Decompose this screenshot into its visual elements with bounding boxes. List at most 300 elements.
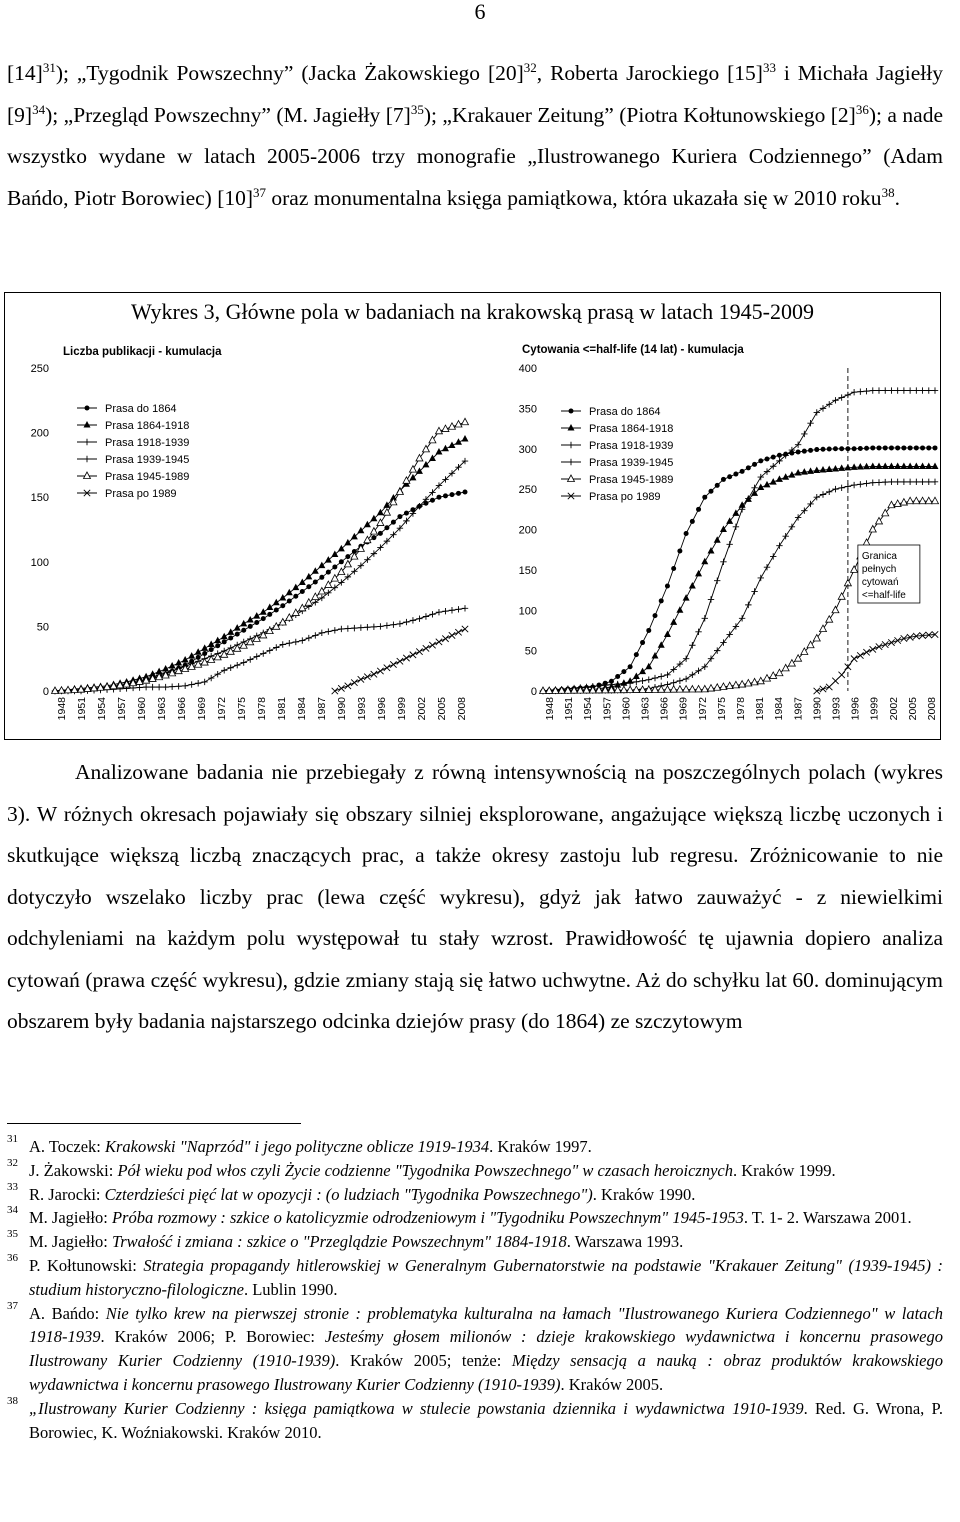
footnote-number: 38 [7, 1394, 18, 1407]
series-line [817, 635, 935, 692]
chart-panel-2 [519, 344, 939, 720]
marker-triangle [894, 463, 901, 470]
marker-plus [149, 684, 155, 690]
legend-label: Prasa 1945-1989 [105, 471, 190, 483]
marker-plus [857, 388, 863, 394]
charts-svg [5, 293, 940, 739]
footnote-title: Między sensacją a nauką : obraz produktów krakowskiego wydawnictwa i koncernu prasowego Ilustrowany Kurier Codzienny (1910-1939) [29, 1351, 943, 1394]
x-tick-label: 1984 [773, 697, 786, 721]
marker-x [870, 646, 876, 652]
intro-paragraph [7, 53, 943, 219]
marker-triangle [305, 573, 312, 580]
marker-triangle [338, 545, 345, 552]
marker-plus [455, 606, 461, 612]
marker-triangle-open [664, 686, 671, 693]
marker-circle [261, 616, 266, 621]
marker-circle [391, 520, 396, 525]
intro-footnote-ref: 33 [762, 59, 776, 75]
x-tick-label: 1972 [696, 697, 709, 721]
marker-plus [449, 607, 455, 613]
marker-cross [683, 676, 689, 682]
marker-circle [274, 608, 279, 613]
marker-triangle [227, 628, 234, 635]
marker-triangle [351, 533, 358, 540]
marker-triangle [869, 463, 876, 470]
footnote-text: M. Jagiełło: [29, 1232, 112, 1252]
marker-circle [677, 549, 682, 554]
marker-cross [907, 479, 913, 485]
marker-cross [838, 485, 844, 491]
x-tick-label: 2002 [887, 697, 900, 721]
y-tick-label: 150 [30, 492, 49, 505]
marker-circle [319, 575, 324, 580]
footnote-rule [7, 1123, 301, 1124]
x-tick-label: 1984 [296, 697, 308, 721]
marker-circle [696, 507, 701, 512]
marker-triangle [214, 637, 221, 644]
marker-triangle [795, 469, 802, 476]
marker-triangle [325, 556, 332, 563]
footnote-text: . T. 1- 2. Warszawa 2001. [743, 1208, 912, 1228]
marker-x [814, 688, 820, 694]
marker-circle [771, 455, 776, 460]
marker-triangle-open [403, 477, 410, 484]
marker-triangle [286, 589, 293, 596]
footnote-title: Pół wieku pod włos czyli Życie codzienne "Tygodnika Powszechnego" w czasach heroicznych [117, 1160, 733, 1180]
marker-plus [286, 640, 292, 646]
marker-x [358, 676, 364, 682]
marker-triangle [832, 465, 839, 472]
marker-triangle [318, 562, 325, 569]
chart-title: Liczba publikacji - kumulacja [63, 346, 222, 358]
marker-x [429, 642, 435, 648]
marker-triangle [639, 668, 646, 675]
footnote-36 [7, 1251, 943, 1302]
marker-plus [169, 683, 175, 689]
chart-panel-1 [31, 346, 469, 720]
marker-triangle [708, 547, 715, 554]
x-tick-label: 1981 [276, 697, 288, 721]
intro-text: oraz monumentalna księga pamiątkowa, która ukazała się w 2010 roku [266, 185, 882, 210]
marker-plus [442, 608, 448, 614]
marker-plus [208, 675, 214, 681]
marker-x [423, 645, 429, 651]
x-tick-label: 1972 [216, 697, 228, 721]
marker-triangle [925, 463, 932, 470]
y-tick-label: 250 [30, 363, 49, 375]
marker-circle [339, 559, 344, 564]
marker-triangle [670, 618, 677, 625]
marker-circle [436, 495, 441, 500]
intro-text: ); a nade wszystko wydane w latach 2005-2006 trzy monografie „Ilustrowanego Kuriera Codziennego” (Adam Bańdo, Piotr Borowiec) [10] [7, 102, 943, 210]
marker-circle [280, 603, 285, 608]
marker-triangle-open [409, 466, 416, 473]
marker-plus [633, 679, 639, 685]
marker-cross [913, 479, 919, 485]
footnote-34 [7, 1206, 943, 1230]
y-tick-label: 100 [30, 556, 49, 569]
marker-cross [312, 599, 318, 605]
intro-text: ); „Krakauer Zeitung” (Piotra Kołtunowskiego [2] [423, 102, 856, 127]
marker-cross [745, 602, 751, 608]
marker-circle [740, 469, 745, 474]
marker-triangle-open [292, 609, 299, 616]
marker-circle [235, 632, 240, 637]
marker-circle [254, 620, 259, 625]
x-tick-label: 2008 [456, 697, 468, 721]
y-tick-label: 150 [518, 564, 537, 577]
marker-circle [777, 453, 782, 458]
footnote-number: 31 [7, 1133, 18, 1145]
marker-plus [751, 485, 757, 491]
marker-plus [299, 637, 305, 643]
marker-plus [568, 459, 574, 465]
marker-circle [802, 449, 807, 454]
y-tick-label: 0 [530, 686, 537, 698]
footnote-31 [7, 1135, 943, 1159]
marker-triangle [240, 620, 247, 627]
marker-circle [752, 462, 757, 467]
marker-circle [908, 445, 913, 450]
marker-plus [364, 624, 370, 630]
x-tick-label: 1981 [754, 697, 767, 721]
marker-triangle [279, 594, 286, 601]
x-tick-label: 1990 [811, 697, 824, 721]
marker-circle [621, 669, 626, 674]
series-line [543, 391, 935, 691]
legend-label: Prasa 1939-1945 [589, 457, 674, 469]
chart-title: Cytowania <=half-life (14 lat) - kumulacja [522, 344, 744, 356]
marker-plus [901, 387, 907, 393]
marker-x [390, 661, 396, 667]
marker-plus [714, 577, 720, 583]
marker-circle [569, 409, 574, 414]
marker-triangle-open [676, 686, 683, 693]
marker-triangle-open [832, 606, 839, 613]
marker-x [826, 684, 832, 690]
marker-triangle [568, 424, 575, 431]
marker-triangle-open [305, 599, 312, 606]
marker-triangle [695, 570, 702, 577]
x-tick-label: 1963 [639, 697, 652, 721]
marker-plus [888, 387, 894, 393]
x-tick-label: 1957 [601, 697, 614, 721]
marker-circle [926, 445, 931, 450]
marker-cross [84, 439, 90, 445]
marker-cross [901, 479, 907, 485]
marker-triangle [652, 652, 659, 659]
marker-plus [306, 635, 312, 641]
footnote-text: A. Bańdo: [29, 1303, 106, 1323]
marker-x [364, 674, 370, 680]
marker-circle [684, 531, 689, 536]
marker-plus [188, 681, 194, 687]
marker-circle [228, 636, 233, 641]
x-tick-label: 1996 [849, 697, 862, 721]
marker-circle [852, 446, 857, 451]
marker-triangle-open [312, 593, 319, 600]
marker-plus [436, 609, 442, 615]
marker-plus [926, 387, 932, 393]
marker-circle [746, 465, 751, 470]
marker-cross [764, 564, 770, 570]
x-tick-label: 1948 [544, 697, 556, 721]
marker-triangle-open [462, 418, 469, 425]
marker-plus [708, 596, 714, 602]
marker-triangle [331, 550, 338, 557]
marker-plus [325, 628, 331, 634]
marker-circle [839, 446, 844, 451]
footnote-33 [7, 1180, 943, 1207]
series-prasa-do-1864 [53, 490, 468, 694]
footnote-text: . Kraków 1990. [592, 1184, 696, 1204]
marker-plus [689, 642, 695, 648]
marker-triangle [857, 463, 864, 470]
marker-circle [634, 652, 639, 657]
footnote-text: P. Kołtunowski: [29, 1255, 144, 1275]
marker-triangle-open [695, 685, 702, 692]
y-tick-label: 400 [518, 363, 537, 375]
marker-plus [319, 630, 325, 636]
marker-plus [423, 613, 429, 619]
marker-plus [397, 621, 403, 627]
marker-cross [758, 575, 764, 581]
x-tick-label: 1963 [156, 697, 168, 721]
x-tick-label: 1957 [116, 697, 128, 721]
marker-x [851, 656, 857, 662]
marker-circle [463, 490, 468, 495]
marker-circle [241, 628, 246, 633]
marker-plus [201, 679, 207, 685]
marker-x [436, 639, 442, 645]
marker-cross [932, 479, 938, 485]
marker-circle [715, 483, 720, 488]
x-tick-label: 1999 [868, 697, 881, 721]
marker-plus [820, 405, 826, 411]
intro-footnote-ref: 32 [523, 59, 537, 75]
marker-circle [300, 589, 305, 594]
legend-label: Prasa po 1989 [589, 491, 661, 503]
marker-plus [702, 615, 708, 621]
marker-triangle [801, 468, 808, 475]
x-tick-label: 1969 [677, 697, 690, 721]
marker-plus [814, 409, 820, 415]
marker-circle [808, 448, 813, 453]
footnote-text: . Red. G. Wrona, P. Borowiec, K. Woźniakowski. Kraków 2010. [29, 1398, 943, 1442]
x-tick-label: 2005 [906, 697, 919, 721]
footnote-text: . Kraków 2005; tenże: [335, 1351, 512, 1371]
x-tick-label: 1978 [256, 697, 268, 721]
marker-circle [721, 477, 726, 482]
marker-triangle [900, 463, 907, 470]
marker-triangle [863, 463, 870, 470]
marker-circle [870, 445, 875, 450]
marker-triangle [913, 463, 920, 470]
marker-x [832, 678, 838, 684]
footnote-text: . Kraków 2006; P. Borowiec: [100, 1327, 325, 1347]
marker-triangle [689, 582, 696, 589]
marker-circle [215, 643, 220, 648]
x-tick-label: 1954 [96, 697, 108, 721]
marker-cross [863, 480, 869, 486]
legend-label: Prasa 1945-1989 [589, 474, 674, 486]
footnote-text: J. Żakowski: [29, 1160, 118, 1180]
marker-x [338, 685, 344, 691]
x-tick-label: 1993 [356, 697, 368, 721]
marker-x [888, 639, 894, 645]
x-tick-label: 1951 [76, 697, 88, 721]
marker-circle [765, 456, 770, 461]
legend-label: Prasa 1864-1918 [589, 423, 674, 435]
marker-x [820, 686, 826, 692]
marker-circle [920, 445, 925, 450]
marker-triangle [292, 584, 299, 591]
intro-text: [14] [7, 61, 43, 85]
marker-triangle [195, 648, 202, 655]
marker-triangle [683, 594, 690, 601]
footnote-title: Trwałość i zmiana : szkice o "Przeglądzie Powszechnym" 1884-1918 [111, 1232, 567, 1252]
marker-triangle-open [838, 593, 845, 600]
marker-triangle [364, 521, 371, 528]
marker-plus [228, 665, 234, 671]
marker-plus [801, 431, 807, 437]
marker-plus [410, 617, 416, 623]
x-tick-label: 1987 [792, 697, 805, 721]
x-tick-label: 1960 [136, 697, 148, 721]
footnote-number: 35 [7, 1228, 18, 1241]
x-tick-label: 2008 [926, 697, 938, 721]
y-tick-label: 100 [518, 605, 537, 618]
footnote-title: Nie tylko krew na pierwszej stronie : problematyka kulturalna na łamach "Ilustrowanego Kuriera Codziennego" w latach 1918-1939 [29, 1303, 943, 1347]
marker-plus [646, 676, 652, 682]
marker-triangle [882, 463, 889, 470]
marker-plus [293, 639, 299, 645]
marker-circle [209, 647, 214, 652]
marker-circle [628, 664, 633, 669]
marker-circle [702, 495, 707, 500]
marker-triangle [658, 641, 665, 648]
marker-circle [727, 474, 732, 479]
marker-x [371, 671, 377, 677]
footnote-title: Strategia propagandy hitlerowskiej w Generalnym Gubernatorstwie na podstawie "Krakauer Zeitung" (1939-1945) : studium historyczno-filologiczne [29, 1255, 943, 1299]
marker-plus [221, 667, 227, 673]
footnote-title: Próba rozmowy : szkice o katolicyzmie odrodzeniowym i "Tygodniku Powszechnym" 1945-1953 [111, 1208, 744, 1228]
marker-circle [933, 445, 938, 450]
marker-triangle-open [627, 686, 634, 693]
marker-triangle [312, 567, 319, 574]
marker-circle [646, 628, 651, 633]
marker-triangle-open [568, 475, 575, 482]
marker-cross [851, 482, 857, 488]
marker-x [345, 683, 351, 689]
marker-cross [689, 672, 695, 678]
marker-cross [826, 489, 832, 495]
x-tick-label: 1969 [196, 697, 208, 721]
chart-legend [77, 403, 189, 500]
marker-plus [851, 389, 857, 395]
page-number: 6 [474, 0, 486, 24]
marker-triangle [260, 608, 267, 615]
marker-x [863, 649, 869, 655]
footnote-number: 32 [7, 1156, 18, 1169]
marker-plus [156, 684, 162, 690]
marker-circle [671, 566, 676, 571]
marker-cross [832, 486, 838, 492]
marker-x [449, 632, 455, 638]
series-prasa-po-1989 [814, 631, 939, 694]
marker-plus [919, 387, 925, 393]
footnote-text: . Kraków 2005. [560, 1374, 664, 1394]
marker-circle [889, 445, 894, 450]
marker-x [838, 672, 844, 678]
marker-circle [796, 449, 801, 454]
marker-plus [84, 456, 90, 462]
marker-circle [877, 445, 882, 450]
legend-label: Prasa 1864-1918 [105, 420, 190, 432]
marker-plus [214, 671, 220, 677]
marker-circle [404, 511, 409, 516]
footnote-32 [7, 1156, 943, 1183]
marker-cross [782, 533, 788, 539]
marker-triangle [807, 467, 814, 474]
marker-x [351, 679, 357, 685]
marker-triangle-open [683, 686, 690, 693]
marker-triangle [188, 652, 195, 659]
marker-triangle-open [299, 604, 306, 611]
marker-x [410, 652, 416, 658]
marker-triangle [201, 644, 208, 651]
marker-plus [234, 662, 240, 668]
marker-triangle [676, 606, 683, 613]
marker-circle [332, 564, 337, 569]
intro-footnote-ref: 36 [855, 101, 869, 117]
legend-label: Prasa 1918-1939 [105, 437, 190, 449]
footnote-title: Jesteśmy głosem milionów : dzieje krakowskiego wydawnictwa i koncernu prasowego Ilustrowany Kurier Codzienny (1910-1939) [29, 1327, 943, 1371]
intro-footnote-ref: 37 [253, 184, 267, 200]
marker-triangle [462, 435, 469, 442]
marker-plus [273, 644, 279, 650]
x-tick-label: 1966 [176, 697, 188, 721]
marker-plus [863, 388, 869, 394]
marker-x [397, 658, 403, 664]
marker-circle [814, 447, 819, 452]
x-tick-label: 1996 [376, 697, 388, 721]
marker-triangle-open [383, 509, 390, 516]
footnotes [7, 1135, 943, 1444]
marker-circle [287, 598, 292, 603]
marker-triangle-open [782, 664, 789, 671]
marker-plus [838, 394, 844, 400]
footnote-title: „Ilustrowany Kurier Codzienny : księga pamiątkowa w stulecie powstania dziennika i wydawnictwa 1910-1939 [29, 1398, 804, 1418]
marker-x [882, 641, 888, 647]
marker-circle [858, 446, 863, 451]
marker-circle [864, 446, 869, 451]
marker-triangle [266, 603, 273, 610]
marker-cross [894, 479, 900, 485]
intro-text: . [894, 185, 900, 210]
marker-plus [416, 615, 422, 621]
marker-plus [371, 624, 377, 630]
footnote-title: Czterdzieści pięć lat w opozycji : (o ludziach "Tygodnika Powszechnego") [104, 1184, 593, 1204]
marker-plus [247, 656, 253, 662]
marker-x [403, 655, 409, 661]
marker-circle [397, 514, 402, 519]
x-tick-label: 1993 [830, 697, 843, 721]
y-tick-label: 200 [30, 427, 49, 440]
marker-triangle [838, 464, 845, 471]
marker-x [894, 637, 900, 643]
marker-cross [820, 491, 826, 497]
